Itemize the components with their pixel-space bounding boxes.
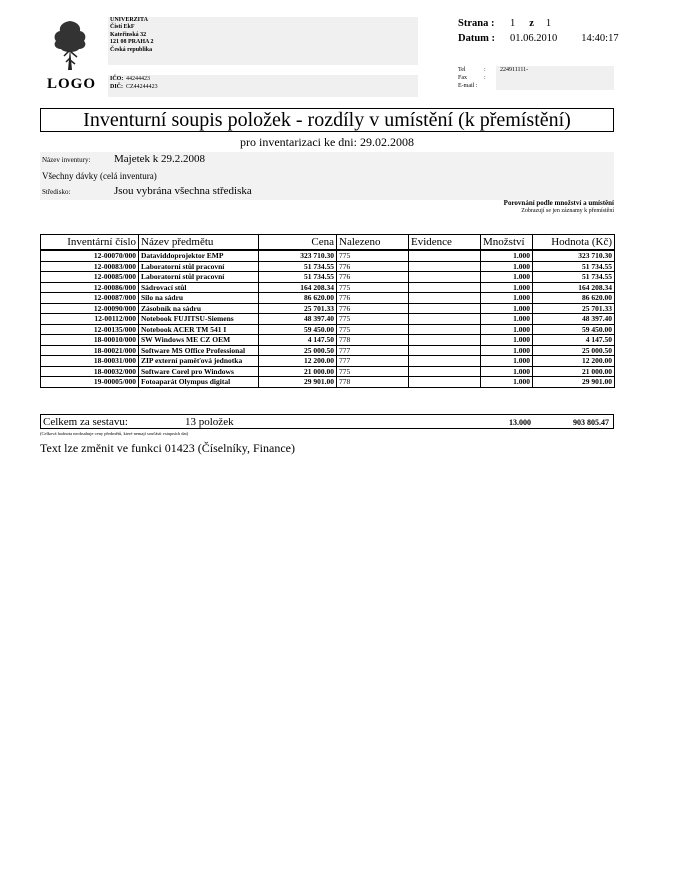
cell-found: 776 — [337, 272, 409, 283]
cell-evidence — [409, 282, 481, 293]
organization-ids — [108, 75, 418, 97]
cell-value: 51 734.55 — [533, 261, 615, 272]
org-line: 121 08 PRAHA 2 — [110, 39, 154, 46]
batches-text: Všechny dávky (celá inventura) — [42, 171, 157, 181]
table-header-row — [41, 235, 615, 251]
cell-evidence — [409, 303, 481, 314]
cell-item-name: Sádrovací stůl — [139, 282, 259, 293]
comparison-filter: Zobrazují se jen záznamy k přemístění — [521, 208, 614, 214]
cell-evidence — [409, 324, 481, 335]
footer-note: Text lze změnit ve funkci 01423 (Číselníky, Finance) — [40, 441, 295, 455]
cell-inventory-number: 19-00005/000 — [41, 377, 139, 388]
cell-item-name: Software Corel pro Windows — [139, 366, 259, 377]
ico-label: IČO: — [110, 76, 124, 82]
cell-value: 51 734.55 — [533, 272, 615, 283]
cell-item-name: Silo na sádru — [139, 293, 259, 304]
table-row — [41, 377, 615, 388]
cell-value: 323 710.30 — [533, 250, 615, 261]
inventory-name-value: Majetek k 29.2.2008 — [114, 153, 206, 165]
cell-inventory-number: 12-00086/000 — [41, 282, 139, 293]
cell-price: 86 620.00 — [259, 293, 337, 304]
totals-count: 13 položek — [185, 416, 234, 428]
cell-found: 776 — [337, 261, 409, 272]
cell-value: 4 147.50 — [533, 335, 615, 346]
cell-quantity: 1.000 — [481, 356, 533, 367]
cell-inventory-number: 12-00085/000 — [41, 272, 139, 283]
cell-quantity: 1.000 — [481, 345, 533, 356]
cell-quantity: 1.000 — [481, 272, 533, 283]
table-row — [41, 282, 615, 293]
cell-value: 164 208.34 — [533, 282, 615, 293]
table-row — [41, 356, 615, 367]
page-label: Strana : — [458, 18, 495, 29]
table-row — [41, 303, 615, 314]
totals-value: 903 805.47 — [573, 418, 609, 427]
report-subtitle: pro inventarizaci ke dni: 29.02.2008 — [240, 135, 414, 149]
table-row — [41, 261, 615, 272]
col-value: Hodnota (Kč) — [533, 235, 615, 251]
comparison-mode: Porovnání podle množství a umístění — [503, 199, 614, 207]
cell-found: 775 — [337, 282, 409, 293]
cell-value: 29 901.00 — [533, 377, 615, 388]
cell-evidence — [409, 314, 481, 325]
cell-inventory-number: 18-00021/000 — [41, 345, 139, 356]
cell-found: 775 — [337, 250, 409, 261]
cell-inventory-number: 18-00031/000 — [41, 356, 139, 367]
page-of: z — [529, 18, 534, 29]
cell-item-name: Software MS Office Professional — [139, 345, 259, 356]
cell-evidence — [409, 293, 481, 304]
inventory-table — [40, 234, 614, 388]
cell-value: 59 450.00 — [533, 324, 615, 335]
batches-row — [40, 168, 614, 184]
cell-item-name: Laboratorní stůl pracovní — [139, 261, 259, 272]
cell-inventory-number: 12-00135/000 — [41, 324, 139, 335]
organization-address — [108, 17, 418, 65]
cell-found: 776 — [337, 293, 409, 304]
org-line: Česká republika — [110, 46, 153, 53]
cell-found: 776 — [337, 303, 409, 314]
cell-evidence — [409, 335, 481, 346]
table-row — [41, 314, 615, 325]
cell-item-name: Zásobník na sádru — [139, 303, 259, 314]
cell-value: 25 000.50 — [533, 345, 615, 356]
totals-row — [40, 414, 614, 429]
table-row — [41, 335, 615, 346]
logo-text: LOGO — [47, 76, 97, 92]
cell-price: 29 901.00 — [259, 377, 337, 388]
cell-quantity: 1.000 — [481, 250, 533, 261]
cell-price: 25 000.50 — [259, 345, 337, 356]
cell-price: 51 734.55 — [259, 261, 337, 272]
report-title: Inventurní soupis položek - rozdíly v umístění (k přemístění) — [40, 108, 614, 132]
fax-label: Fax — [458, 75, 467, 81]
cell-quantity: 1.000 — [481, 366, 533, 377]
tree-logo-icon — [50, 18, 90, 70]
cell-quantity: 1.000 — [481, 324, 533, 335]
inventory-name-row — [40, 152, 614, 168]
cell-quantity: 1.000 — [481, 335, 533, 346]
cell-evidence — [409, 272, 481, 283]
col-evidence: Evidence — [409, 235, 481, 251]
cell-price: 59 450.00 — [259, 324, 337, 335]
page-number — [458, 18, 551, 29]
cell-value: 12 200.00 — [533, 356, 615, 367]
cell-price: 164 208.34 — [259, 282, 337, 293]
cell-quantity: 1.000 — [481, 377, 533, 388]
cell-found: 778 — [337, 377, 409, 388]
cell-item-name: SW Windows ME CZ OEM — [139, 335, 259, 346]
col-quantity: Množství — [481, 235, 533, 251]
cell-evidence — [409, 377, 481, 388]
table-row — [41, 345, 615, 356]
table-row — [41, 272, 615, 283]
cell-price: 48 397.40 — [259, 314, 337, 325]
cell-inventory-number: 12-00070/000 — [41, 250, 139, 261]
totals-quantity: 13.000 — [509, 418, 531, 427]
table-row — [41, 293, 615, 304]
page-total: 1 — [545, 18, 552, 29]
table-row — [41, 324, 615, 335]
cell-item-name: ZIP externí paměťová jednotka — [139, 356, 259, 367]
cell-item-name: Fotoaparát Olympus digital — [139, 377, 259, 388]
cell-evidence — [409, 366, 481, 377]
col-item-name: Název předmětu — [139, 235, 259, 251]
cell-quantity: 1.000 — [481, 293, 533, 304]
cell-item-name: Laboratorní stůl pracovní — [139, 272, 259, 283]
center-value: Jsou vybrána všechna střediska — [114, 185, 252, 197]
email-label: E-mail : — [458, 83, 478, 89]
cell-found: 775 — [337, 324, 409, 335]
cell-inventory-number: 12-00090/000 — [41, 303, 139, 314]
cell-quantity: 1.000 — [481, 282, 533, 293]
print-date — [458, 33, 619, 44]
cell-found: 777 — [337, 356, 409, 367]
page-value: 1 — [510, 18, 516, 29]
cell-found: 775 — [337, 314, 409, 325]
center-row — [40, 184, 614, 200]
org-line: UNIVERZITA — [110, 17, 148, 23]
org-line: Kateřinská 32 — [110, 31, 147, 38]
cell-quantity: 1.000 — [481, 303, 533, 314]
col-inventory-number: Inventární číslo — [41, 235, 139, 251]
date-value: 01.06.2010 — [510, 33, 558, 44]
cell-evidence — [409, 250, 481, 261]
cell-value: 48 397.40 — [533, 314, 615, 325]
date-label: Datum : — [458, 33, 496, 44]
cell-value: 25 701.33 — [533, 303, 615, 314]
cell-value: 21 000.00 — [533, 366, 615, 377]
col-found: Nalezeno — [337, 235, 409, 251]
email-value — [496, 82, 614, 90]
cell-price: 25 701.33 — [259, 303, 337, 314]
cell-evidence — [409, 356, 481, 367]
cell-price: 12 200.00 — [259, 356, 337, 367]
table-row — [41, 250, 615, 261]
cell-evidence — [409, 345, 481, 356]
dic-label: DIČ: — [110, 84, 123, 90]
cell-price: 51 734.55 — [259, 272, 337, 283]
center-label: Středisko: — [42, 188, 71, 196]
time-value: 14:40:17 — [581, 33, 619, 44]
cell-inventory-number: 18-00010/000 — [41, 335, 139, 346]
totals-footnote: (Celková hodnota neobsahuje ceny předmětů, které nemají součásti vstupních dat) — [40, 431, 189, 436]
contact-block: Tel : 224911111- Fax : E-mail : — [458, 66, 614, 96]
cell-value: 86 620.00 — [533, 293, 615, 304]
org-line: Čistí EkF — [110, 24, 135, 31]
cell-item-name: Dataviddoprojektor EMP — [139, 250, 259, 261]
ico-value: 44244423 — [126, 76, 150, 82]
col-price: Cena — [259, 235, 337, 251]
tel-label: Tel — [458, 67, 466, 73]
cell-quantity: 1.000 — [481, 314, 533, 325]
inventory-name-label: Název inventury: — [42, 156, 91, 164]
cell-price: 4 147.50 — [259, 335, 337, 346]
cell-item-name: Notebook FUJITSU-Siemens — [139, 314, 259, 325]
tel-value: 224911111- — [496, 66, 614, 74]
cell-found: 775 — [337, 366, 409, 377]
cell-inventory-number: 18-00032/000 — [41, 366, 139, 377]
cell-inventory-number: 12-00112/000 — [41, 314, 139, 325]
cell-item-name: Notebook ACER TM 541 I — [139, 324, 259, 335]
cell-found: 777 — [337, 345, 409, 356]
cell-inventory-number: 12-00087/000 — [41, 293, 139, 304]
cell-price: 323 710.30 — [259, 250, 337, 261]
cell-inventory-number: 12-00083/000 — [41, 261, 139, 272]
cell-evidence — [409, 261, 481, 272]
cell-quantity: 1.000 — [481, 261, 533, 272]
dic-value: CZ44244423 — [126, 84, 158, 90]
cell-price: 21 000.00 — [259, 366, 337, 377]
table-row — [41, 366, 615, 377]
totals-label: Celkem za sestavu: — [43, 416, 128, 428]
fax-value — [496, 74, 614, 82]
cell-found: 778 — [337, 335, 409, 346]
